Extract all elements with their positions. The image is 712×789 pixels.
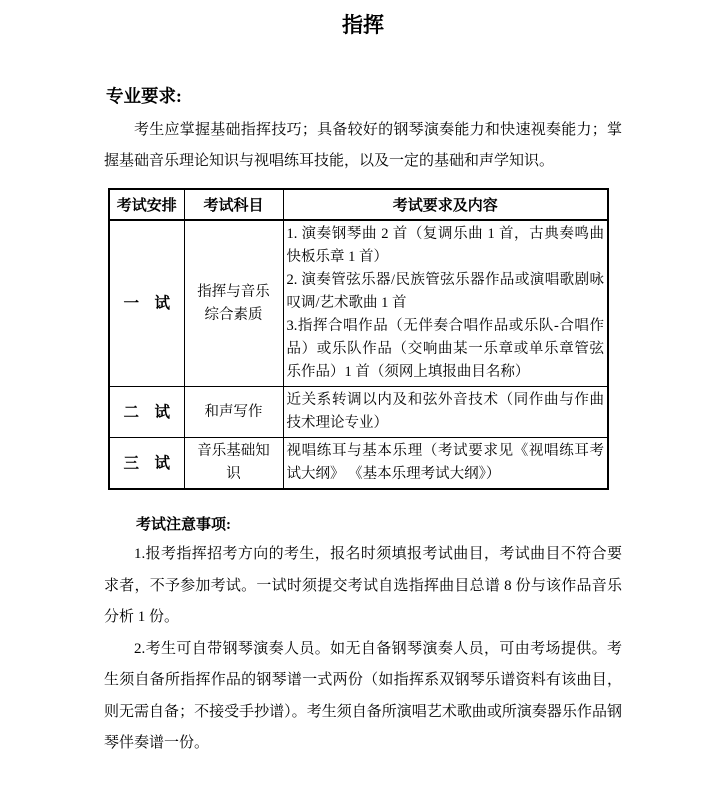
header-exam-requirements: 考试要求及内容 [283, 189, 608, 220]
round-cell: 一 试 [109, 220, 184, 387]
requirement-item: 近关系转调以内及和弦外音技术（同作曲与作曲技术理论专业） [286, 392, 604, 431]
table-row [109, 438, 608, 490]
subject-cell: 指挥与音乐综合素质 [184, 220, 283, 387]
requirements-heading: 专业要求: [106, 86, 182, 106]
table-header-row [109, 189, 608, 220]
requirements-cell [283, 220, 608, 387]
requirement-item: 视唱练耳与基本乐理（考试要求见《视唱练耳考试大纲》 《基本乐理考试大纲》） [286, 443, 604, 482]
requirement-item: 2. 演奏管弦乐器/民族管弦乐器作品或演唱歌剧咏叹调/艺术歌曲 1 首 [286, 272, 604, 311]
notes-section [104, 539, 622, 760]
note-paragraph: 2.考生可自带钢琴演奏人员。如无自备钢琴演奏人员，可由考场提供。考生须自备所指挥作品的钢琴谱一式两份（如指挥系双钢琴乐谱资料有该曲目，则无需自备；不接受手抄谱）。考生须自备所演唱艺术歌曲或所演奏器乐作品钢琴伴奏谱一份。 [104, 640, 622, 751]
notes-heading: 考试注意事项: [136, 517, 231, 533]
page-title: 指挥 [342, 13, 384, 37]
requirements-paragraph: 考生应掌握基础指挥技巧；具备较好的钢琴演奏能力和快速视奏能力；掌握基础音乐理论知识与视唱练耳技能，以及一定的基础和声学知识。 [104, 122, 622, 169]
exam-schedule-table [108, 188, 609, 490]
note-paragraph: 1.报考指挥招考方向的考生，报名时须填报考试曲目，考试曲目不符合要求者，不予参加考试。一试时须提交考试自选指挥曲目总谱 8 份与该作品音乐分析 1 份。 [104, 546, 622, 625]
requirement-item: 3.指挥合唱作品（无伴奏合唱作品或乐队-合唱作品）或乐队作品（交响曲某一乐章或单乐章管弦乐作品）1 首（须网上填报曲目名称） [286, 318, 604, 380]
round-cell: 二 试 [109, 387, 184, 438]
header-exam-round: 考试安排 [109, 189, 184, 220]
subject-cell: 音乐基础知识 [184, 438, 283, 490]
table-row [109, 220, 608, 387]
subject-cell: 和声写作 [184, 387, 283, 438]
requirement-item: 1. 演奏钢琴曲 2 首（复调乐曲 1 首，古典奏鸣曲快板乐章 1 首） [286, 226, 604, 265]
header-exam-subject: 考试科目 [184, 189, 283, 220]
requirements-cell [283, 387, 608, 438]
round-cell: 三 试 [109, 438, 184, 490]
table-row [109, 387, 608, 438]
requirements-cell [283, 438, 608, 490]
